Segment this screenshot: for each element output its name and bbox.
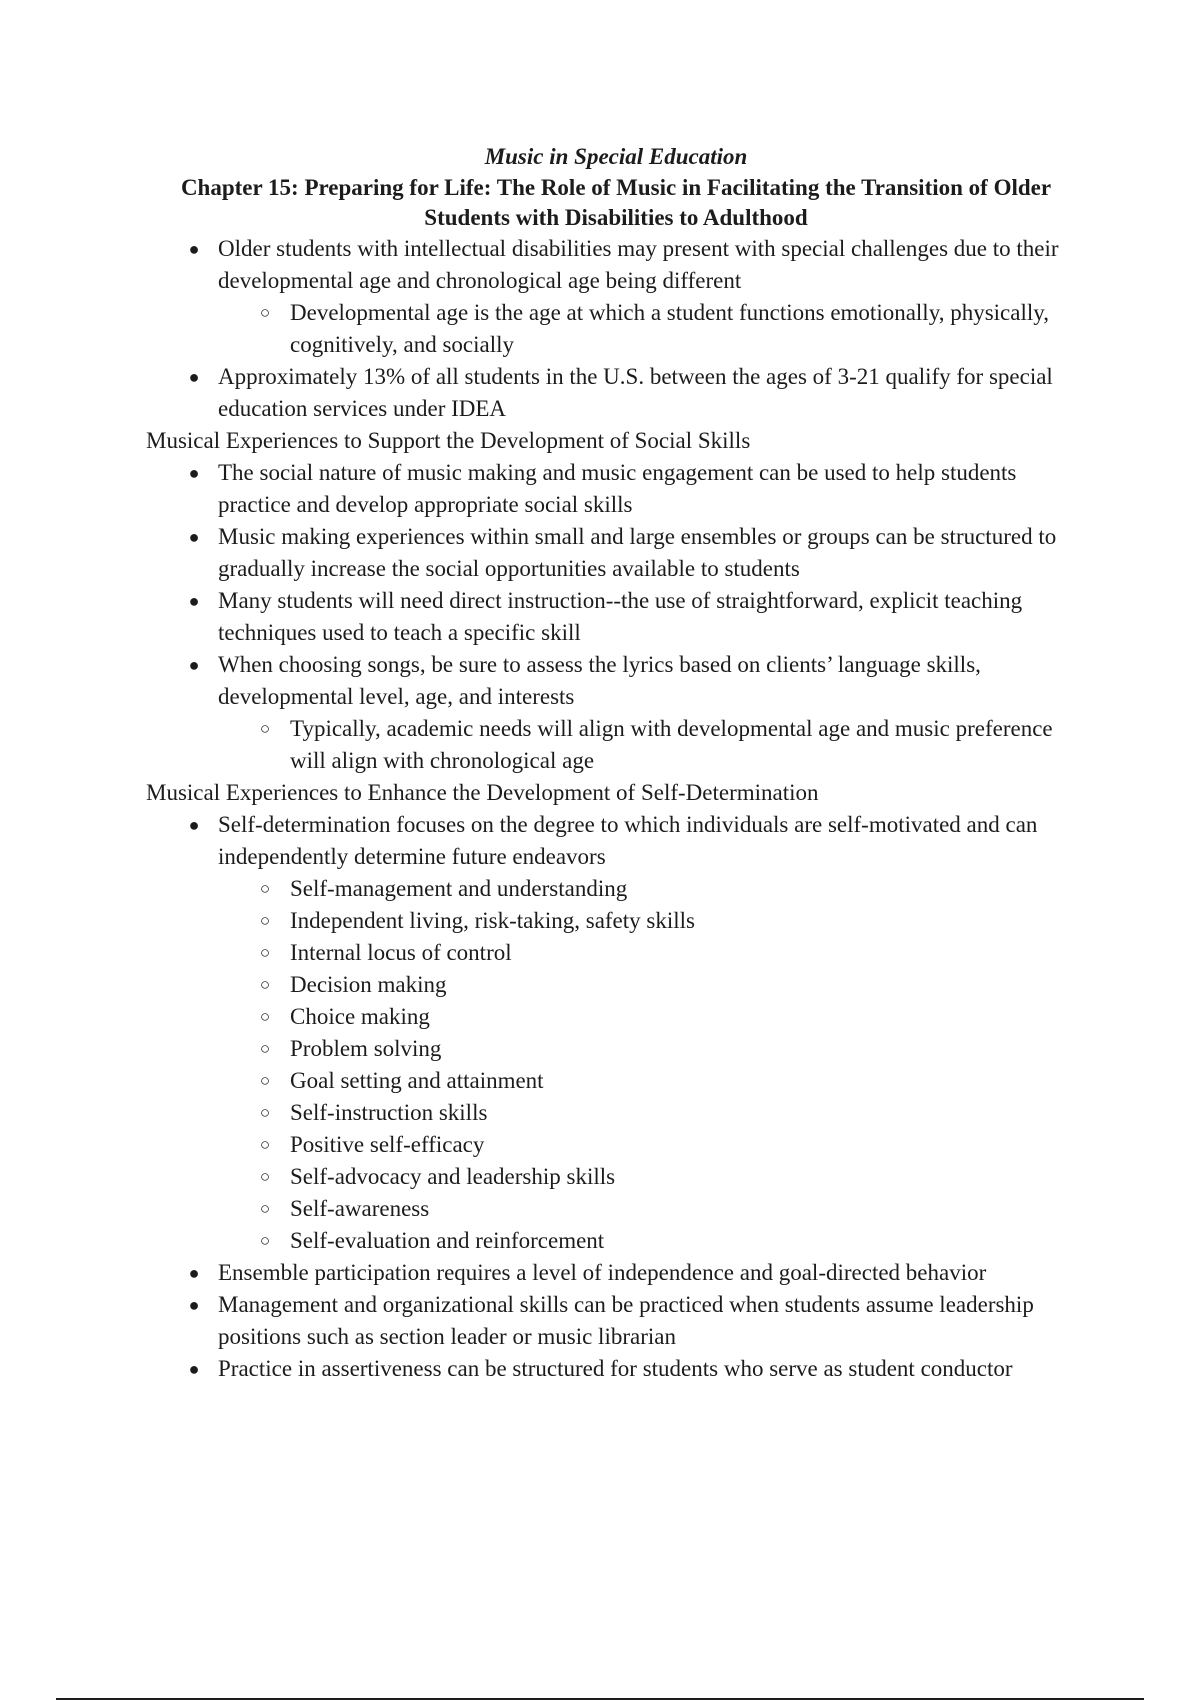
bullet-icon: ● [188,367,200,387]
sub-list-item-text: Goal setting and attainment [290,1068,544,1093]
sub-list [218,873,1086,1257]
sub-list-item-text: Typically, academic needs will align with developmental age and music preference will align with chronological age [290,716,1053,773]
sub-list-item [259,713,1086,777]
hollow-bullet-icon: ○ [259,303,271,322]
hollow-bullet-icon: ○ [259,1231,271,1250]
sub-list [218,297,1086,361]
list-item-text: Practice in assertiveness can be structured for students who serve as student conductor [218,1356,1013,1381]
self-determination-list [146,809,1086,1385]
sub-list-item [259,937,1086,969]
list-item [188,233,1086,361]
hollow-bullet-icon: ○ [259,1007,271,1026]
list-item-text: Management and organizational skills can be practiced when students assume leadership positions such as section leader or music librarian [218,1292,1034,1349]
list-item [188,1289,1086,1353]
sub-list-item-text: Self-advocacy and leadership skills [290,1164,616,1189]
intro-list [146,233,1086,425]
hollow-bullet-icon: ○ [259,1071,271,1090]
hollow-bullet-icon: ○ [259,879,271,898]
sub-list-item-text: Internal locus of control [290,940,512,965]
sub-list [218,713,1086,777]
chapter-title-line-1: Chapter 15: Preparing for Life: The Role of Music in Facilitating the Transition of Older [180,175,1052,200]
sub-list-item [259,1065,1086,1097]
bullet-icon: ● [188,527,200,547]
hollow-bullet-icon: ○ [259,1039,271,1058]
sub-list-item [259,873,1086,905]
sub-list-item [259,1129,1086,1161]
hollow-bullet-icon: ○ [259,1199,271,1218]
social-skills-list [146,457,1086,777]
document-title: Music in Special Education [484,144,748,169]
list-item [188,809,1086,1257]
list-item-text: Music making experiences within small and large ensembles or groups can be structured to gradually increase the social opportunities available to students [218,524,1057,581]
sub-list-item-text: Positive self-efficacy [290,1132,485,1157]
chapter-title-line-2: Students with Disabilities to Adulthood [424,205,808,230]
sub-list-item-text: Self-instruction skills [290,1100,488,1125]
hollow-bullet-icon: ○ [259,1167,271,1186]
sub-list-item [259,905,1086,937]
document-body [146,141,1086,1385]
list-item-text: Approximately 13% of all students in the U.S. between the ages of 3-21 qualify for special education services under IDEA [218,364,1053,421]
sub-list-item [259,297,1086,361]
chapter-title [146,173,1086,233]
sub-list-item [259,969,1086,1001]
list-item [188,1257,1086,1289]
hollow-bullet-icon: ○ [259,1135,271,1154]
sub-list-item [259,1161,1086,1193]
hollow-bullet-icon: ○ [259,719,271,738]
sub-list-item-text: Developmental age is the age at which a student functions emotionally, physically, cognitively, and socially [290,300,1049,357]
sub-list-item [259,1193,1086,1225]
section-heading-social-skills: Musical Experiences to Support the Development of Social Skills [146,428,751,453]
sub-list-item [259,1225,1086,1257]
bullet-icon: ● [188,815,200,835]
list-item [188,521,1086,585]
list-item [188,1353,1086,1385]
list-item-text: Many students will need direct instruction--the use of straightforward, explicit teaching techniques used to teach a specific skill [218,588,1023,645]
sub-list-item [259,1033,1086,1065]
list-item-text: Ensemble participation requires a level of independence and goal-directed behavior [218,1260,987,1285]
bullet-icon: ● [188,463,200,483]
list-item-text: When choosing songs, be sure to assess the lyrics based on clients’ language skills, developmental level, age, and interests [218,652,981,709]
sub-list-item-text: Choice making [290,1004,430,1029]
list-item [188,649,1086,777]
hollow-bullet-icon: ○ [259,943,271,962]
bullet-icon: ● [188,239,200,259]
list-item-text: Self-determination focuses on the degree to which individuals are self-motivated and can independently determine future endeavors [218,812,1038,869]
hollow-bullet-icon: ○ [259,911,271,930]
sub-list-item-text: Self-management and understanding [290,876,628,901]
bullet-icon: ● [188,1295,200,1315]
sub-list-item-text: Independent living, risk-taking, safety skills [290,908,695,933]
list-item [188,585,1086,649]
sub-list-item [259,1097,1086,1129]
sub-list-item-text: Problem solving [290,1036,442,1061]
bullet-icon: ● [188,591,200,611]
list-item [188,457,1086,521]
list-item-text: The social nature of music making and music engagement can be used to help students practice and develop appropriate social skills [218,460,1017,517]
bullet-icon: ● [188,1263,200,1283]
sub-list-item [259,1001,1086,1033]
hollow-bullet-icon: ○ [259,1103,271,1122]
bullet-icon: ● [188,655,200,675]
section-heading-self-determination: Musical Experiences to Enhance the Development of Self-Determination [146,780,819,805]
sub-list-item-text: Self-evaluation and reinforcement [290,1228,605,1253]
list-item [188,361,1086,425]
list-item-text: Older students with intellectual disabilities may present with special challenges due to their developmental age and chronological age being different [218,236,1059,293]
bullet-icon: ● [188,1359,200,1379]
hollow-bullet-icon: ○ [259,975,271,994]
sub-list-item-text: Self-awareness [290,1196,430,1221]
sub-list-item-text: Decision making [290,972,447,997]
